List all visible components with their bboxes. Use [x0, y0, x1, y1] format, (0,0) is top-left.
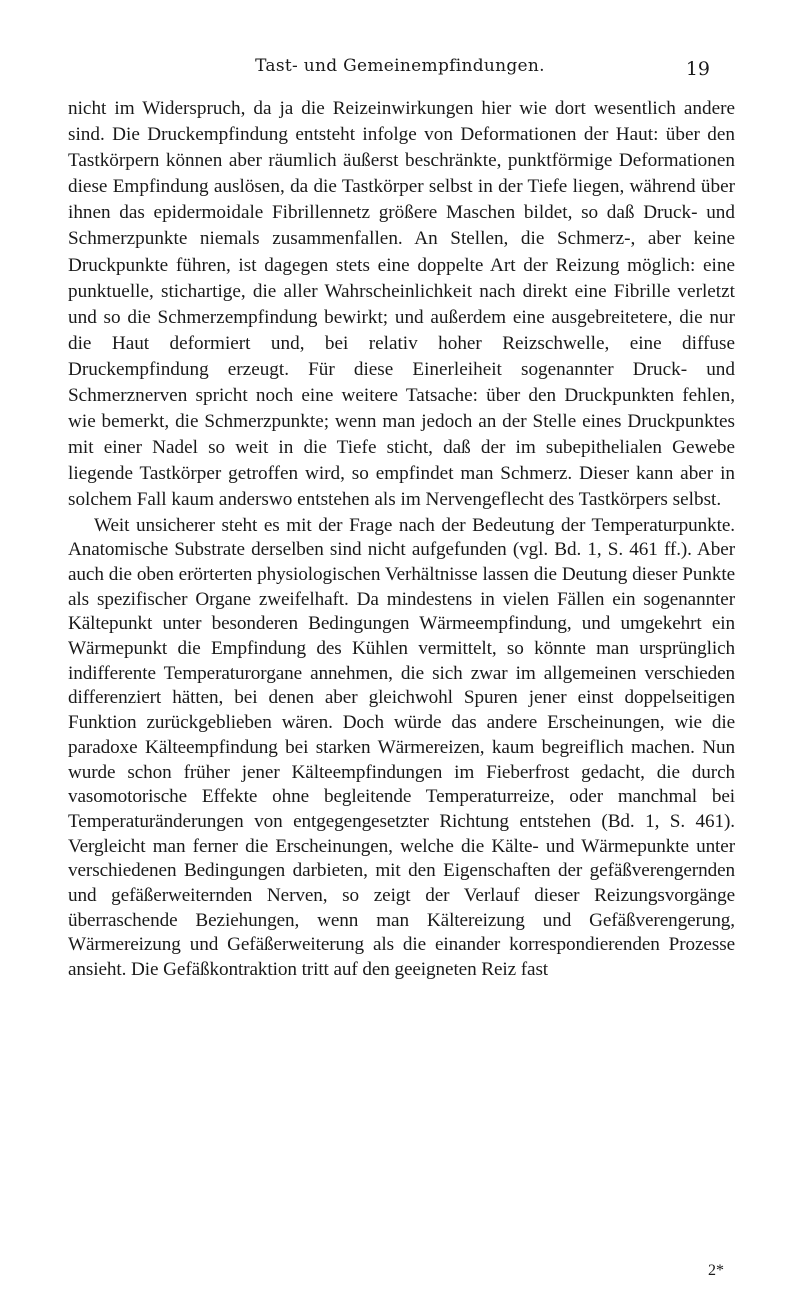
- paragraph: Weit unsicherer steht es mit der Frage nach der Bedeutung der Temperaturpunkte. Anatomische Substrate derselben sind nicht aufgefunden (vgl. Bd. 1, S. 461 ff.). Aber auch die oben erörterten physiologischen Verhältnisse lassen die Deutung dieser Punkte als spezifischer Organe zweifelhaft. Da mindestens in vielen Fällen ein sogenannter Kältepunkt unter besonderen Bedingungen Wärmeempfindung, und umgekehrt ein Wärmepunkt die Empfindung des Kühlen vermittelt, so könnte man ursprünglich indifferente Temperaturorgane annehmen, die sich zwar im allgemeinen verschieden differenziert hätten, bei denen aber gleichwohl Spuren jener einst doppelseitigen Funktion zurückgeblieben wären. Doch würde das andere Erscheinungen, wie die paradoxe Kälteempfindung bei starken Wärmereizen, kaum begreiflich machen. Nun wurde schon früher jener Kälteempfindungen im Fieberfrost gedacht, die durch vasomotorische Effekte ohne begleitende Temperaturreize, oder manchmal bei Temperaturänderungen von entgegengesetzter Richtung entstehen (Bd. 1, S. 461). Vergleicht man ferner die Erscheinungen, welche die Kälte- und Wärmepunkte unter verschiedenen Bedingungen darbieten, mit den Eigenschaften der gefäßverengernden und gefäßerweiternden Nerven, so zeigt der Verlauf dieser Reizungsvorgänge überraschende Beziehungen, wenn man Kältereizung und Gefäßverengerung, Wärmereizung und Gefäßerweiterung als die einander korrespondierenden Prozesse ansieht. Die Gefäßkontraktion tritt auf den geeigneten Reiz fast: [68, 514, 735, 981]
- page-number: 19: [685, 58, 710, 80]
- running-head: Tast- und Gemeinempfindungen.: [255, 56, 545, 76]
- paragraph: nicht im Widerspruch, da ja die Reizeinwirkungen hier wie dort wesentlich andere sind. Die Druckempfindung entsteht infolge von Deformationen der Haut: über den Tastkörpern können aber räumlich äußerst beschränkte, punktförmige Deformationen diese Empfindung auslösen, da die Tastkörper selbst in der Tiefe liegen, während über ihnen das epidermoidale Fibrillennetz größere Maschen bildet, so daß Druck- und Schmerzpunkte niemals zusammenfallen. An Stellen, die Schmerz-, aber keine Druckpunkte führen, ist dagegen stets eine doppelte Art der Reizung möglich: eine punktuelle, stichartige, die aller Wahrscheinlichkeit nach direkt eine Fibrille verletzt und so die Schmerzempfindung bewirkt; und außerdem eine ausgebreitetere, die nur die Haut deformiert und, bei relativ hoher Reizschwelle, eine diffuse Druckempfindung erzeugt. Für diese Einerleiheit sogenannter Druck- und Schmerznerven spricht noch eine weitere Tatsache: über den Druckpunkten fehlen, wie bemerkt, die Schmerzpunkte; wenn man jedoch an der Stelle eines Druckpunktes mit einer Nadel so weit in die Tiefe sticht, daß der im subepithelialen Gewebe liegende Tastkörper getroffen wird, so empfindet man Schmerz. Dieser kann aber in solchem Fall kaum anderswo entstehen als im Nervengeflecht des Tastkörpers selbst.: [68, 98, 735, 511]
- body-text: [68, 96, 735, 983]
- signature-mark: 2*: [708, 1262, 724, 1279]
